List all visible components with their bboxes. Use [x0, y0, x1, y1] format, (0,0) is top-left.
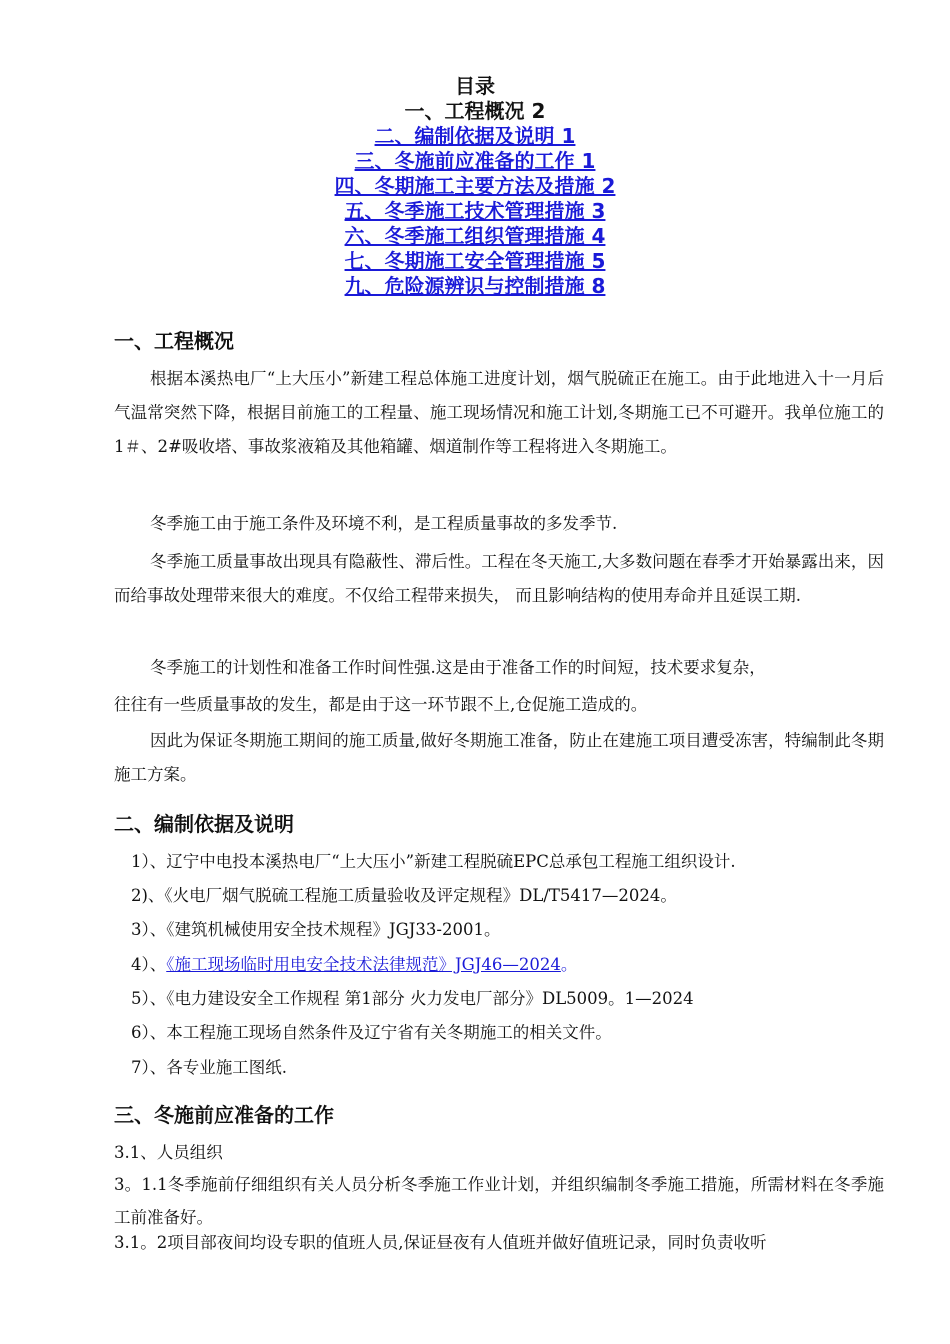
- basis-item-7: 7）、各专业施工图纸.: [131, 1058, 287, 1077]
- section-3-sub-heading: 3.1、人员组织: [114, 1143, 223, 1162]
- section-3-paragraph-2: 3.1。2项目部夜间均设专职的值班人员,保证昼夜有人值班并做好值班记录，同时负责收听: [114, 1233, 767, 1252]
- basis-item-5: 5）、《电力建设安全工作规程 第1部分 火力发电厂部分》DL5009。1—2024: [131, 989, 694, 1008]
- section-2-heading: 二、编制依据及说明: [114, 812, 294, 836]
- basis-item-3: 3）、《建筑机械使用安全技术规程》JGJ33-2001。: [131, 920, 501, 939]
- basis-item-6: 6）、本工程施工现场自然条件及辽宁省有关冬期施工的相关文件。: [131, 1023, 612, 1042]
- toc-item-4[interactable]: 四、冬期施工主要方法及措施 2: [334, 174, 616, 198]
- basis-item-2: 2)、《火电厂烟气脱硫工程施工质量验收及评定规程》DL/T5417—2024。: [131, 886, 677, 905]
- toc-item-9[interactable]: 九、危险源辨识与控制措施 8: [344, 274, 606, 298]
- toc-item-7[interactable]: 七、冬期施工安全管理措施 5: [344, 249, 606, 273]
- section-3-paragraph-1: 3。1.1冬季施前仔细组织有关人员分析冬季施工作业计划，并组织编制冬季施工措施，所需材料在冬季施工前准备好。: [114, 1175, 884, 1227]
- toc-item-6[interactable]: 六、冬季施工组织管理措施 4: [344, 224, 606, 248]
- section-1-paragraph-1: 根据本溪热电厂“上大压小”新建工程总体施工进度计划，烟气脱硫正在施工。由于此地进入十一月后气温常突然下降，根据目前施工的工程量、施工现场情况和施工计划,冬期施工已不可避开。我单位施工的 1＃、2#吸收塔、事故浆液箱及其他箱罐、烟道制作等工程将进入冬期施工。: [114, 369, 884, 456]
- basis-item-4-suffix: 。: [560, 955, 578, 974]
- section-3-heading: 三、冬施前应准备的工作: [114, 1103, 334, 1127]
- toc-item-5[interactable]: 五、冬季施工技术管理措施 3: [344, 199, 606, 223]
- basis-item-4: [131, 954, 577, 976]
- table-of-contents: [0, 74, 950, 299]
- section-1-paragraph-4-line-2: 往往有一些质量事故的发生，都是由于这一环节跟不上,仓促施工造成的。: [114, 695, 648, 714]
- section-1-paragraph-4-line-1: 冬季施工的计划性和准备工作时间性强.这是由于准备工作的时间短，技术要求复杂，: [150, 658, 766, 677]
- toc-item-2[interactable]: 二、编制依据及说明 1: [374, 124, 576, 148]
- toc-item-1[interactable]: 一、工程概况 2: [404, 99, 546, 123]
- section-1-paragraph-5: 因此为保证冬期施工期间的施工质量,做好冬期施工准备，防止在建施工项目遭受冻害，特编制此冬期施工方案。: [114, 731, 884, 784]
- basis-item-1: 1）、辽宁中电投本溪热电厂“上大压小”新建工程脱硫EPC总承包工程施工组织设计.: [131, 852, 736, 871]
- basis-item-4-prefix: 4）、: [131, 955, 167, 974]
- toc-item-3[interactable]: 三、冬施前应准备的工作 1: [354, 149, 596, 173]
- toc-title: 目录: [455, 74, 495, 98]
- section-1-paragraph-3: 冬季施工质量事故出现具有隐蔽性、滞后性。工程在冬天施工,大多数问题在春季才开始暴露出来，因而给事故处理带来很大的难度。不仅给工程带来损失， 而且影响结构的使用寿命并且延误工期.: [114, 552, 884, 605]
- basis-item-4-link[interactable]: 《施工现场临时用电安全技术法律规范》JGJ46—2024: [166, 955, 561, 974]
- section-1-heading: 一、工程概况: [114, 329, 234, 353]
- section-1-paragraph-2: 冬季施工由于施工条件及环境不利，是工程质量事故的多发季节.: [150, 514, 618, 533]
